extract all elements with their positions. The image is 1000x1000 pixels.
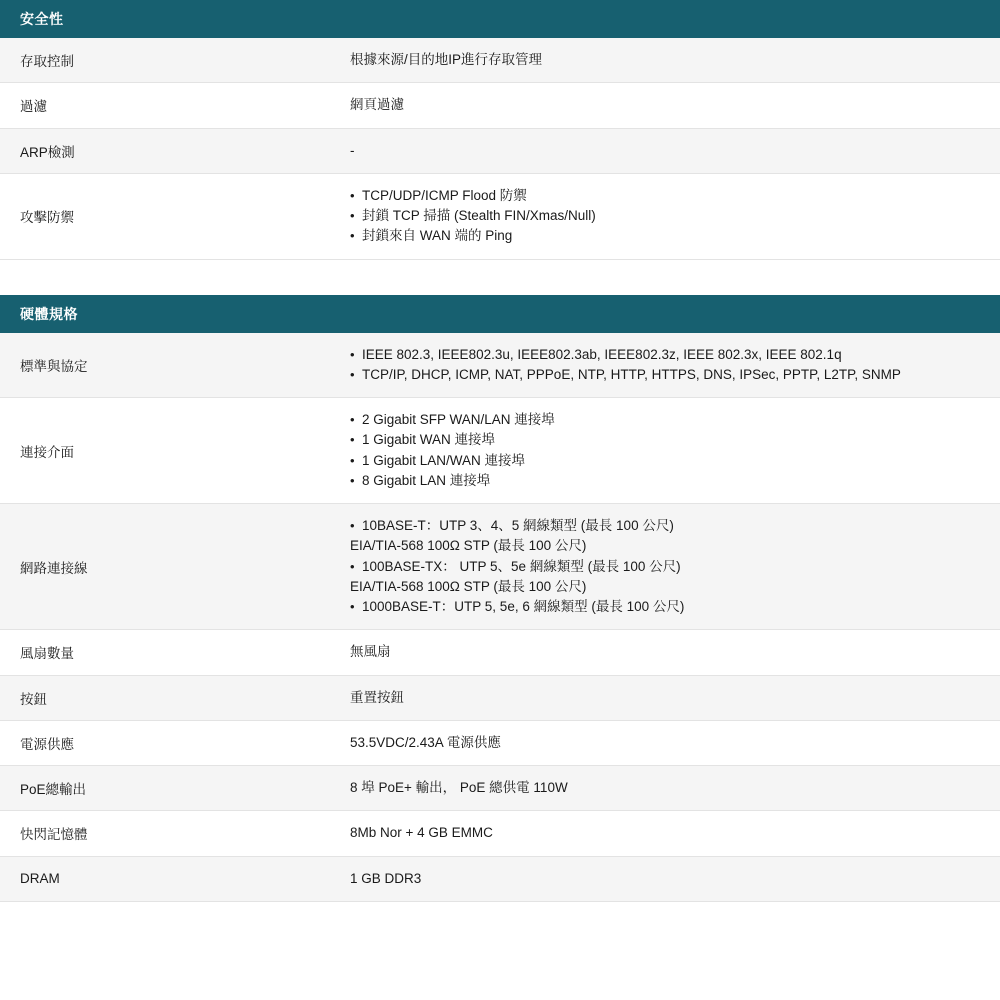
spec-label: 連接介面: [0, 398, 330, 504]
spec-value: [330, 720, 1000, 765]
spec-table-security: [0, 38, 1000, 260]
spec-label: 網路連接線: [0, 504, 330, 630]
spec-bullet-list: [350, 345, 984, 386]
spec-label: 風扇數量: [0, 630, 330, 675]
spec-bullet-item: [350, 365, 984, 385]
spec-bullet-text: 8 Gigabit LAN 連接埠: [362, 472, 491, 488]
table-row: [0, 83, 1000, 128]
spec-value-line: 1 GB DDR3: [350, 870, 422, 886]
table-row: [0, 398, 1000, 504]
spec-bullet-text: 封鎖 TCP 掃描 (Stealth FIN/Xmas/Null): [362, 208, 596, 223]
spec-bullet-list: [350, 410, 984, 491]
spec-bullet-item: [350, 186, 984, 206]
spec-bullet-text: 1000BASE-T：UTP 5, 5e, 6 網線類型 (最長 100 公尺): [362, 599, 685, 614]
spec-label: 過濾: [0, 83, 330, 128]
table-row: [0, 504, 1000, 630]
spec-bullet-item: [350, 471, 984, 491]
spec-bullet-item: [350, 345, 984, 365]
spec-value: [330, 83, 1000, 128]
spec-value: [330, 766, 1000, 811]
spec-label: DRAM: [0, 856, 330, 901]
spec-value-line: 網頁過濾: [350, 97, 404, 113]
table-row: [0, 856, 1000, 901]
spec-value: [330, 811, 1000, 856]
spec-label: ARP檢測: [0, 128, 330, 173]
spec-value: [330, 38, 1000, 83]
spec-bullet-text: 10BASE-T：UTP 3、4、5 網線類型 (最長 100 公尺): [362, 518, 674, 533]
spec-bullet-continuation: EIA/TIA-568 100Ω STP (最長 100 公尺): [350, 578, 587, 594]
spec-bullet-item: [350, 206, 984, 226]
spec-bullet-item: [350, 451, 984, 471]
spec-value: [330, 333, 1000, 398]
spec-bullet-item: [350, 516, 984, 557]
spec-bullet-continuation: EIA/TIA-568 100Ω STP (最長 100 公尺): [350, 538, 587, 554]
spec-bullet-text: 100BASE-TX： UTP 5、5e 網線類型 (最長 100 公尺): [362, 558, 681, 574]
spec-bullet-item: [350, 597, 984, 617]
spec-bullet-list: [350, 186, 984, 247]
spec-label: 標準與協定: [0, 333, 330, 398]
spec-value: [330, 675, 1000, 720]
spec-label: 存取控制: [0, 38, 330, 83]
spec-value-line: 8Mb Nor + 4 GB EMMC: [350, 825, 493, 841]
spec-value: [330, 398, 1000, 504]
table-row: [0, 811, 1000, 856]
spec-bullet-item: [350, 410, 984, 430]
spec-value-line: 無風扇: [350, 644, 391, 660]
spec-value-line: 8 埠 PoE+ 輸出， PoE 總供電 110W: [350, 780, 568, 795]
spec-label: 快閃記憶體: [0, 811, 330, 856]
spec-bullet-item: [350, 557, 984, 598]
spec-label: 攻擊防禦: [0, 173, 330, 259]
spec-bullet-text: 封鎖來自 WAN 端的 Ping: [362, 228, 513, 244]
spec-label: 電源供應: [0, 720, 330, 765]
spec-value: [330, 856, 1000, 901]
table-row: [0, 630, 1000, 675]
spec-value: [330, 128, 1000, 173]
table-row: [0, 766, 1000, 811]
spec-value: [330, 630, 1000, 675]
table-row: [0, 128, 1000, 173]
section-header-hardware: 硬體規格: [0, 295, 1000, 333]
spec-label: 按鈕: [0, 675, 330, 720]
spec-value-line: 根據來源/目的地IP進行存取管理: [350, 52, 543, 67]
spec-value: [330, 504, 1000, 630]
table-row: [0, 675, 1000, 720]
spec-value-line: 重置按鈕: [350, 689, 404, 705]
spec-bullet-text: TCP/IP, DHCP, ICMP, NAT, PPPoE, NTP, HTTP, HTTPS, DNS, IPSec, PPTP, L2TP, SNMP: [362, 366, 901, 382]
spec-bullet-text: 1 Gigabit LAN/WAN 連接埠: [362, 452, 526, 468]
spec-bullet-text: TCP/UDP/ICMP Flood 防禦: [362, 187, 527, 203]
spec-value-line: 53.5VDC/2.43A 電源供應: [350, 734, 501, 750]
table-row: [0, 720, 1000, 765]
spec-bullet-item: [350, 226, 984, 246]
section-header-security: 安全性: [0, 0, 1000, 38]
spec-value: [330, 173, 1000, 259]
spec-bullet-text: IEEE 802.3, IEEE802.3u, IEEE802.3ab, IEEE802.3z, IEEE 802.3x, IEEE 802.1q: [362, 346, 842, 362]
spec-table-hardware: [0, 333, 1000, 902]
table-row: [0, 173, 1000, 259]
spec-label: PoE總輸出: [0, 766, 330, 811]
spec-bullet-item: [350, 430, 984, 450]
table-row: [0, 38, 1000, 83]
spec-bullet-text: 1 Gigabit WAN 連接埠: [362, 432, 496, 448]
section-gap: [0, 260, 1000, 295]
table-row: [0, 333, 1000, 398]
spec-value-line: -: [350, 142, 355, 158]
spec-bullet-list: [350, 516, 984, 617]
spec-bullet-text: 2 Gigabit SFP WAN/LAN 連接埠: [362, 412, 555, 427]
